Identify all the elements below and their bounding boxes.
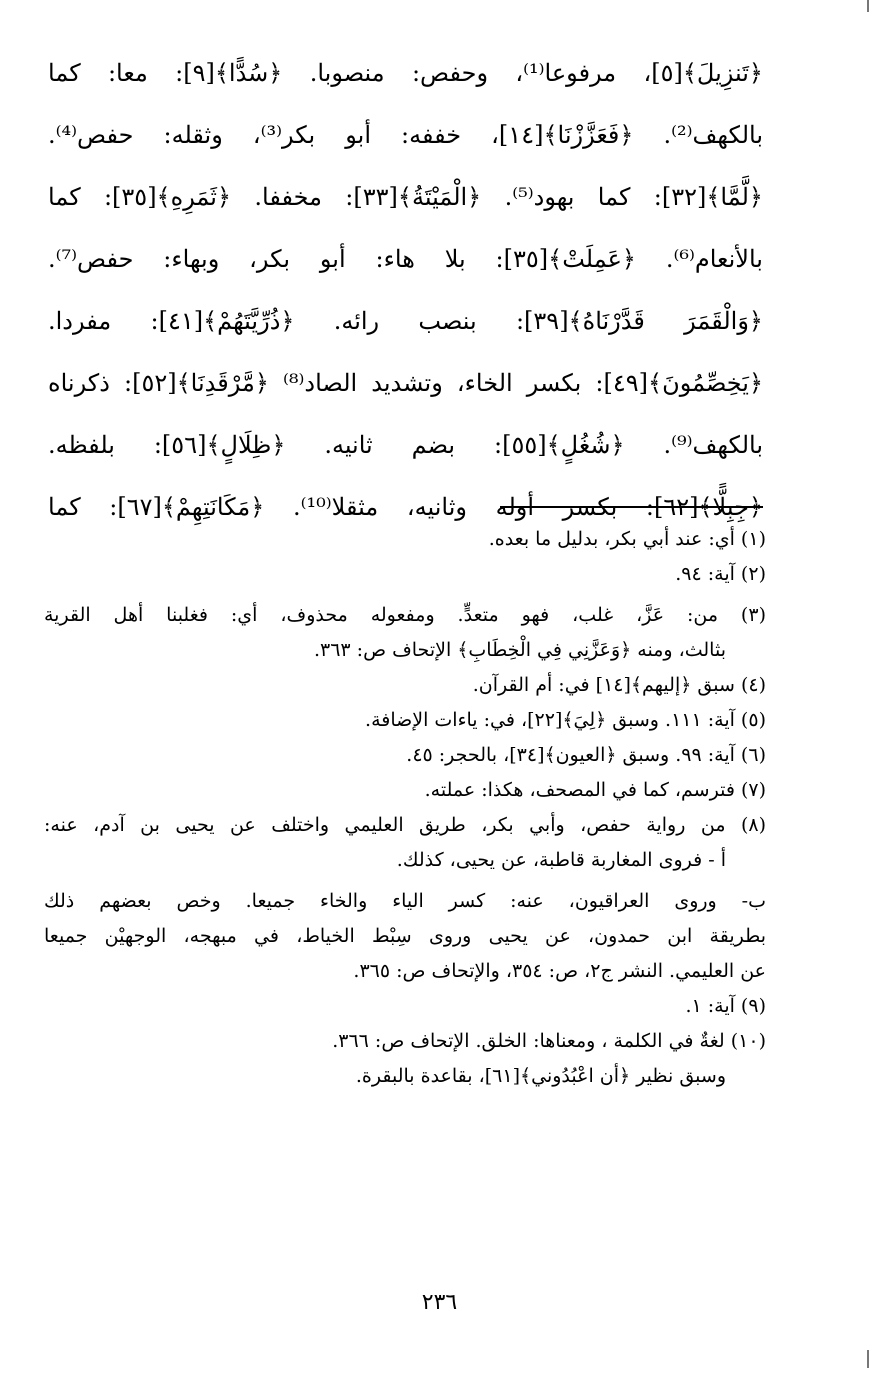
main-text-line: بالأنعام⁽⁶⁾. ﴿عَمِلَتْ﴾[٣٥]: بلا هاء: أبو بكر، وبهاء: حفص⁽⁷⁾. (48, 245, 763, 273)
footnote-2: (٢) آية: ٩٤. (675, 563, 766, 585)
footnote-10-line-1: (١٠) لغةٌ في الكلمة ، ومعناها: الخلق. الإتحاف ص: ٣٦٦. (332, 1030, 766, 1052)
footnote-8-item-b-line-2: بطريقة ابن حمدون، عن يحيى وروى سِبْط الخياط، في مبهجه، الوجهيْن جميعا (44, 925, 766, 947)
footnote-divider (500, 506, 763, 508)
footnote-3-line-2: بثالث، ومنه ﴿وَعَزَّنِي فِي الْخِطَابِ﴾ الإتحاف ص: ٣٦٣. (313, 639, 726, 661)
page-number: ٢٣٦ (421, 1290, 458, 1315)
scan-edge-mark (867, 0, 869, 12)
footnote-9: (٩) آية: ١. (685, 995, 766, 1017)
main-text-line: بالكهف⁽⁹⁾. ﴿شُغُلٍ﴾[٥٥]: بضم ثانيه. ﴿ظِلَالٍ﴾[٥٦]: بلفظه. (48, 431, 763, 459)
main-text-line: ﴿لَّمَّا﴾[٣٢]: كما بهود⁽⁵⁾. ﴿الْمَيْتَةُ﴾[٣٣]: مخففا. ﴿ثَمَرِهِ﴾[٣٥]: كما (48, 183, 763, 211)
main-text-block (48, 42, 763, 538)
footnote-1: (١) أي: عند أبي بكر، بدليل ما بعده. (488, 528, 766, 550)
scan-edge-mark (867, 1350, 869, 1368)
footnote-6: (٦) آية: ٩٩. وسبق ﴿العيون﴾[٣٤]، بالحجر: ٤٥. (406, 744, 766, 766)
footnote-3-line-1: (٣) من: عَزَّ، غلب، فهو متعدٍّ. ومفعوله محذوف، أي: فغلبنا أهل القرية (44, 604, 766, 626)
main-text-line: بالكهف⁽²⁾. ﴿فَعَزَّزْنَا﴾[١٤]، خففه: أبو بكر⁽³⁾، وثقله: حفص⁽⁴⁾. (48, 121, 763, 149)
main-text-line: ﴿يَخِصِّمُونَ﴾[٤٩]: بكسر الخاء، وتشديد الصاد⁽⁸⁾ ﴿مَّرْقَدِنَا﴾[٥٢]: ذكرناه (48, 369, 763, 397)
footnote-4: (٤) سبق ﴿إليهم﴾[١٤] في: أم القرآن. (472, 674, 766, 696)
footnote-8-item-b-line-1: ب- وروى العراقيون، عنه: كسر الياء والخاء جميعا. وخص بعضهم ذلك (44, 890, 766, 912)
main-text-line: ﴿جِبِلًّا﴾[٦٢]: بكسر أوله وثانيه، مثقلا⁽¹⁰⁾. ﴿مَكَانَتِهِمْ﴾[٦٧]: كما (48, 493, 763, 521)
footnote-5: (٥) آية: ١١١. وسبق ﴿لِيَ﴾[٢٢]، في: ياءات الإضافة. (365, 709, 766, 731)
footnote-8-line-1: (٨) من رواية حفص، وأبي بكر، طريق العليمي واختلف عن يحيى بن آدم، عنه: (44, 814, 766, 836)
footnote-10-line-2: وسبق نظير ﴿أن اعْبُدُوني﴾[٦١]، بقاعدة بالبقرة. (355, 1065, 726, 1087)
main-text-line: ﴿تَنزِيلَ﴾[٥]، مرفوعا⁽¹⁾، وحفص: منصوبا. ﴿سُدًّا﴾[٩]: معا: كما (48, 59, 763, 87)
footnote-8-item-a: أ - فروى المغاربة قاطبة، عن يحيى، كذلك. (396, 849, 726, 871)
footnotes-block (44, 522, 766, 1094)
footnote-7: (٧) فترسم، كما في المصحف، هكذا: عملته. (424, 779, 766, 801)
footnote-8-item-b-line-3: عن العليمي. النشر ج٢، ص: ٣٥٤، والإتحاف ص: ٣٦٥. (353, 960, 766, 982)
main-text-line: ﴿وَالْقَمَرَ قَدَّرْنَاهُ﴾[٣٩]: بنصب رائه. ﴿ذُرِّيَّتَهُمْ﴾[٤١]: مفردا. (48, 307, 763, 335)
